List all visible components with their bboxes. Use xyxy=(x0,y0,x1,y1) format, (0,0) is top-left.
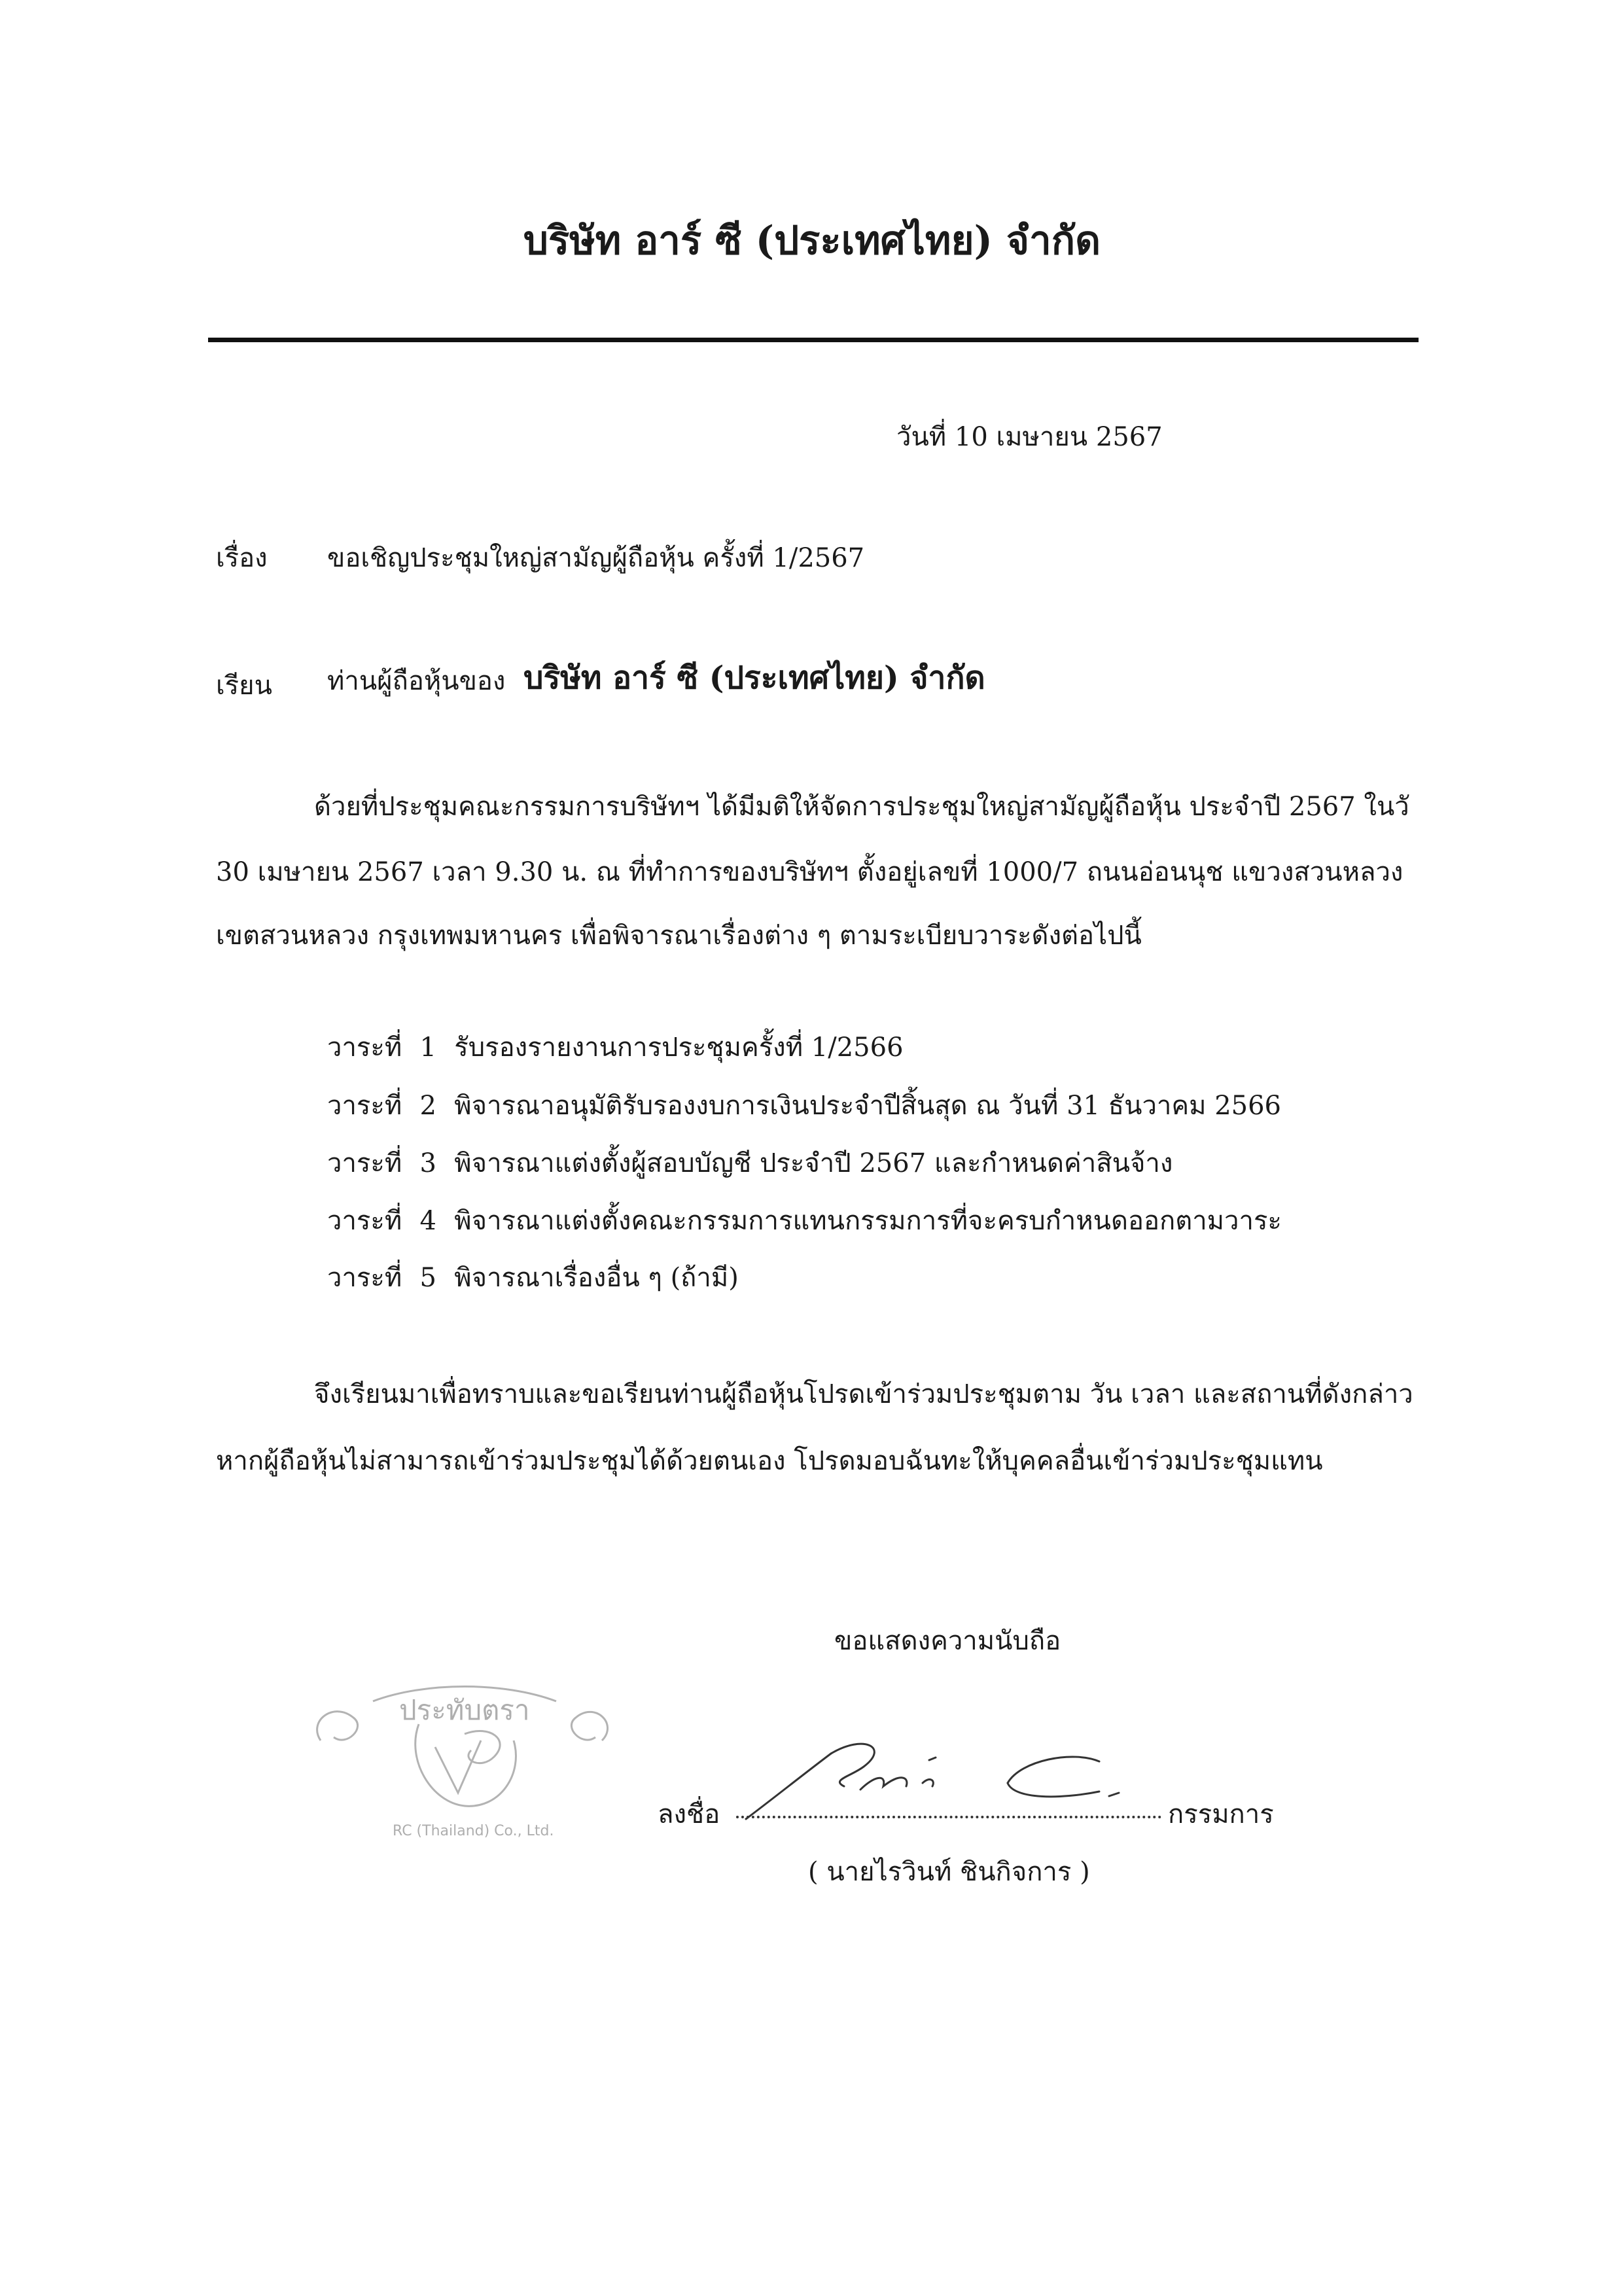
agenda-label: วาระที่ xyxy=(327,1206,402,1236)
agenda-item xyxy=(327,1084,1281,1126)
signer-name: ( นายไรวินท์ ชินกิจการ ) xyxy=(808,1857,1090,1887)
seal-top-text: ประทับตรา xyxy=(399,1694,530,1726)
signature-label: ลงชื่อ xyxy=(658,1799,720,1829)
agenda-item xyxy=(327,1256,739,1298)
agenda-label: วาระที่ xyxy=(327,1263,402,1293)
recipient-label: เรียน xyxy=(216,671,272,701)
agenda-text: พิจารณาเรื่องอื่น ๆ (ถ้ามี) xyxy=(454,1263,739,1293)
company-title: บริษัท อาร์ ซี (ประเทศไทย) จำกัด xyxy=(523,218,1101,264)
company-seal-stamp xyxy=(294,1662,635,1858)
signer-role: กรรมการ xyxy=(1168,1799,1274,1829)
agenda-number: 5 xyxy=(419,1263,436,1293)
agenda-item xyxy=(327,1026,904,1068)
subject-text: ขอเชิญประชุมใหญ่สามัญผู้ถือหุ้น ครั้งที่ 1/2567 xyxy=(327,543,865,573)
agenda-text: พิจารณาแต่งตั้งผู้สอบบัญชี ประจำปี 2567 และกำหนดค่าสินจ้าง xyxy=(454,1148,1173,1178)
agenda-number: 4 xyxy=(419,1206,436,1236)
agenda-label: วาระที่ xyxy=(327,1033,402,1063)
paragraph2-line: จึงเรียนมาเพื่อทราบและขอเรียนท่านผู้ถือหุ้นโปรดเข้าร่วมประชุมตาม วัน เวลา และสถานที่ดังกล่าว xyxy=(314,1379,1413,1409)
agenda-item xyxy=(327,1142,1173,1184)
paragraph1-line: 30 เมษายน 2567 เวลา 9.30 น. ณ ที่ทำการของบริษัทฯ ตั้งอยู่เลขที่ 1000/7 ถนนอ่อนนุช แขวงสวนหลวง xyxy=(216,857,1403,887)
paragraph1-line: เขตสวนหลวง กรุงเทพมหานคร เพื่อพิจารณาเรื่องต่าง ๆ ตามระเบียบวาระดังต่อไปนี้ xyxy=(216,921,1142,951)
recipient-company: บริษัท อาร์ ซี (ประเทศไทย) จำกัด xyxy=(523,660,985,696)
signature-line xyxy=(736,1816,1161,1818)
agenda-number: 2 xyxy=(419,1091,436,1121)
header-divider xyxy=(208,338,1419,342)
closing-salutation: ขอแสดงความนับถือ xyxy=(834,1626,1061,1656)
agenda-text: พิจารณาอนุมัติรับรองงบการเงินประจำปีสิ้นสุด ณ วันที่ 31 ธันวาคม 2566 xyxy=(454,1091,1281,1121)
agenda-number: 1 xyxy=(419,1033,436,1063)
agenda-number: 3 xyxy=(419,1148,436,1178)
agenda-text: พิจารณาแต่งตั้งคณะกรรมการแทนกรรมการที่จะครบกำหนดออกตามวาระ xyxy=(454,1206,1282,1236)
paragraph1-line: ด้วยที่ประชุมคณะกรรมการบริษัทฯ ได้มีมติให้จัดการประชุมใหญ่สามัญผู้ถือหุ้น ประจำปี 2567 ในวั xyxy=(314,792,1409,822)
recipient-prefix: ท่านผู้ถือหุ้นของ xyxy=(327,666,506,696)
agenda-item xyxy=(327,1199,1282,1241)
letter-date: วันที่ 10 เมษายน 2567 xyxy=(896,422,1163,452)
paragraph2-line: หากผู้ถือหุ้นไม่สามารถเข้าร่วมประชุมได้ด้วยตนเอง โปรดมอบฉันทะให้บุคคลอื่นเข้าร่วมประชุมแทน xyxy=(216,1446,1323,1476)
agenda-label: วาระที่ xyxy=(327,1091,402,1121)
agenda-text: รับรองรายงานการประชุมครั้งที่ 1/2566 xyxy=(454,1033,904,1063)
seal-bottom-text: RC (Thailand) Co., Ltd. xyxy=(393,1823,554,1839)
subject-label: เรื่อง xyxy=(216,543,268,573)
agenda-label: วาระที่ xyxy=(327,1148,402,1178)
